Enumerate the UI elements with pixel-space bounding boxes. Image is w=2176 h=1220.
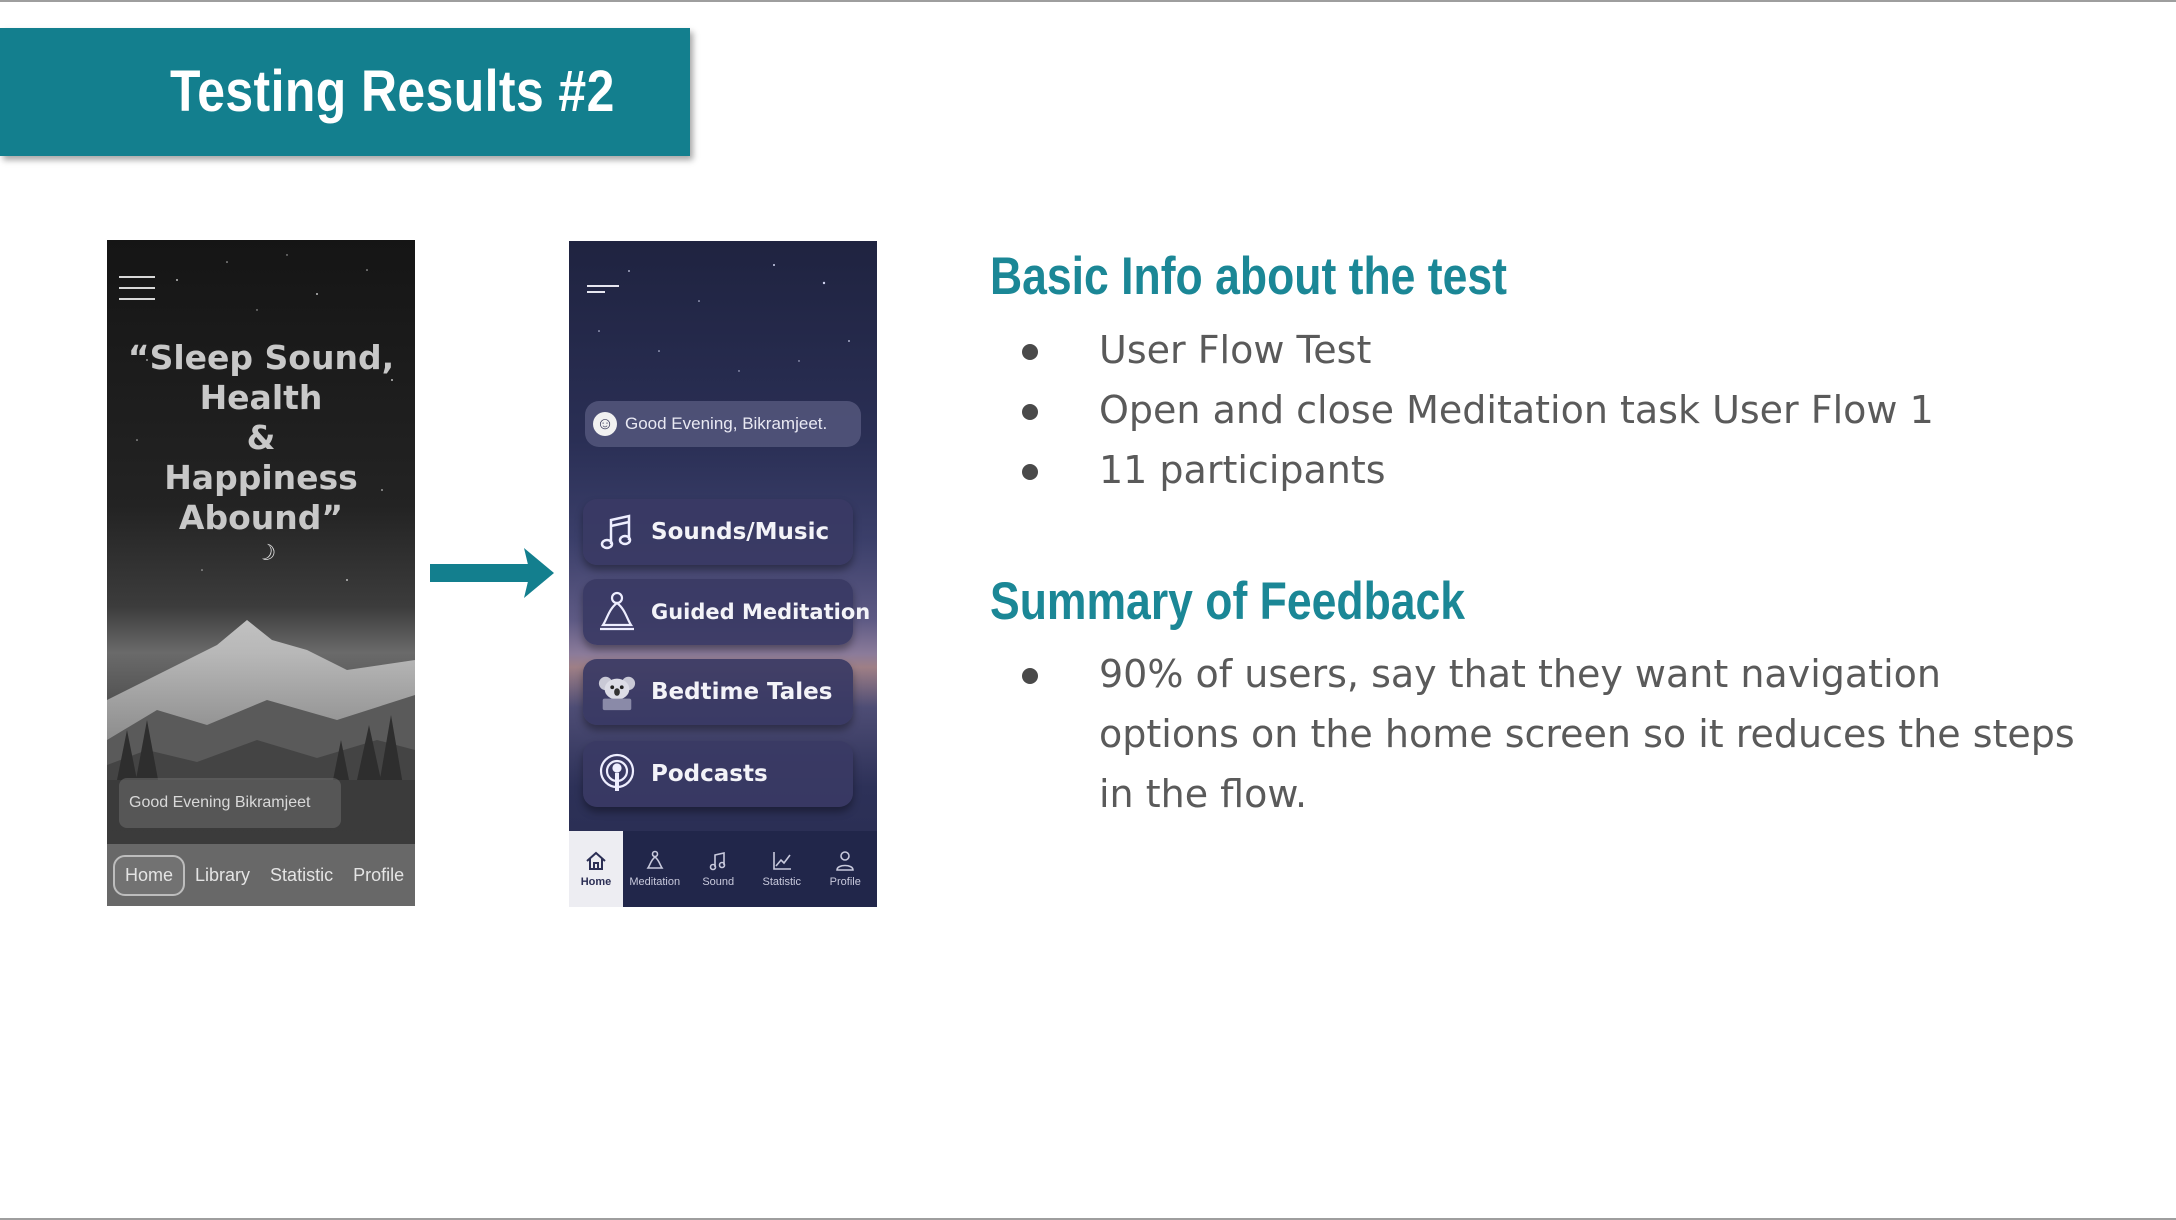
nav-item-sound[interactable]: Sound (687, 831, 751, 907)
nav-item-profile[interactable]: Profile (353, 864, 405, 885)
koala-book-icon (597, 671, 637, 713)
nav-item-library[interactable]: Library (195, 864, 251, 885)
bedtime-tales-card[interactable]: Bedtime Tales (583, 659, 853, 725)
nav-item-statistic[interactable]: Statistic (750, 831, 814, 907)
summary-list (1020, 644, 2090, 824)
greeting-card (585, 401, 861, 447)
hero-quote: “Sleep Sound, Health & Happiness Abound” (127, 338, 395, 537)
greeting-card: Good Evening Bikramjeet (119, 778, 341, 828)
nav-item-statistic[interactable]: Statistic (270, 864, 334, 885)
meditation-icon (597, 591, 637, 633)
before-screen-mockup (107, 240, 415, 906)
moon-icon: ☾ (253, 536, 281, 567)
home-icon (585, 850, 607, 872)
greeting-text: Good Evening, Bikramjeet. (625, 414, 828, 433)
sounds-music-card[interactable]: Sounds/Music (583, 499, 853, 565)
after-screen-mockup (569, 241, 877, 907)
bullet-icon (1022, 464, 1038, 480)
guided-meditation-card[interactable]: Guided Meditation (583, 579, 853, 645)
summary-heading: Summary of Feedback (990, 572, 1466, 631)
chart-icon (771, 850, 793, 872)
smiley-icon: ☺ (593, 412, 617, 436)
nav-item-meditation[interactable]: Meditation (623, 831, 687, 907)
nav-item-profile[interactable]: Profile (814, 831, 878, 907)
hamburger-menu-icon[interactable] (587, 285, 619, 303)
basic-info-list (1020, 320, 1934, 500)
bottom-nav (107, 844, 415, 906)
list-item: Open and close Meditation task User Flow 1 (1020, 380, 1934, 440)
list-item: 90% of users, say that they want navigation options on the home screen so it reduces the steps in the flow. (1020, 644, 2090, 824)
hamburger-menu-icon[interactable] (119, 276, 155, 302)
meditation-icon (644, 850, 666, 872)
bullet-icon (1022, 668, 1038, 684)
nav-item-home[interactable]: Home (113, 855, 185, 896)
right-arrow-icon (430, 546, 554, 600)
basic-info-heading: Basic Info about the test (990, 247, 1507, 306)
bullet-icon (1022, 404, 1038, 420)
nav-item-home[interactable]: Home (569, 831, 623, 907)
profile-icon (834, 850, 856, 872)
podcast-icon (597, 753, 637, 795)
bottom-nav (569, 831, 877, 907)
list-item: 11 participants (1020, 440, 1934, 500)
podcasts-card[interactable]: Podcasts (583, 741, 853, 807)
list-item: User Flow Test (1020, 320, 1934, 380)
slide-title: Testing Results #2 (170, 59, 615, 124)
bullet-icon (1022, 344, 1038, 360)
top-divider (0, 0, 2176, 2)
music-note-icon (707, 850, 729, 872)
music-note-icon (597, 511, 637, 553)
